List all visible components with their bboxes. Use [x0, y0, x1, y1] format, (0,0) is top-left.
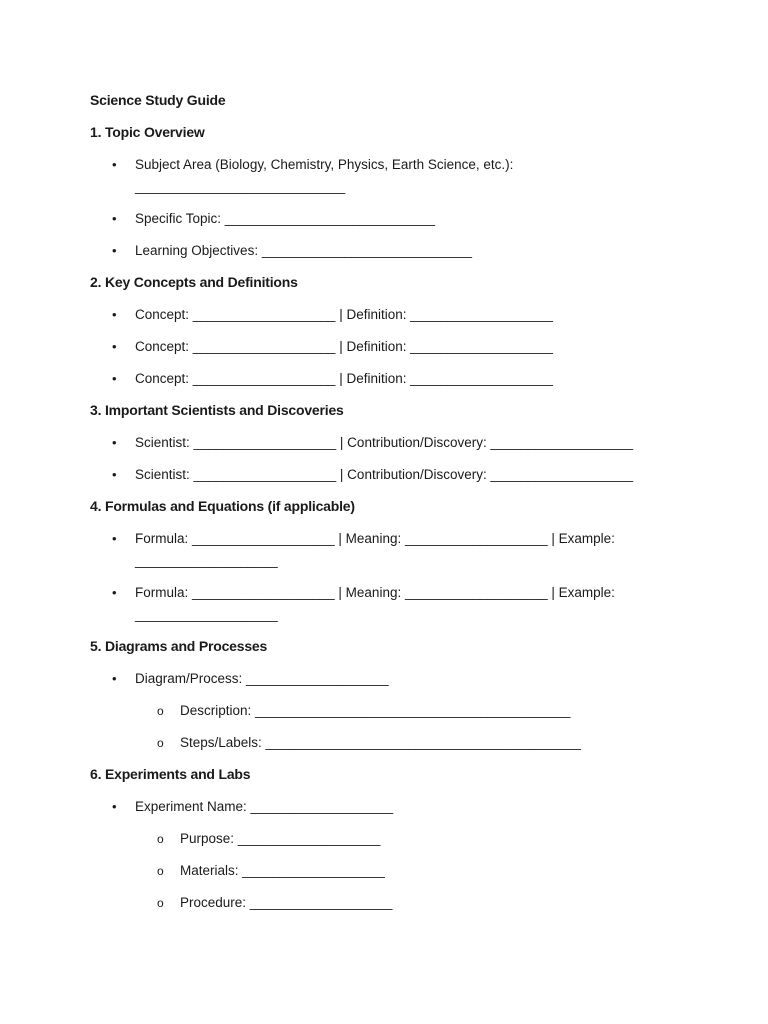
bullet-icon: •	[112, 307, 117, 322]
list-item	[90, 208, 690, 230]
bullet-icon: •	[112, 467, 117, 482]
list-item	[90, 528, 615, 572]
section-heading-key-concepts: 2. Key Concepts and Definitions	[90, 274, 298, 290]
list-item-text: Formula: ___________________ | Meaning: ___________________ | Example: ___________________	[135, 585, 615, 622]
list-item-text: Concept: ___________________ | Definition: ___________________	[135, 307, 553, 322]
list-item	[90, 336, 690, 358]
list-item	[90, 240, 690, 262]
hollow-bullet-icon: o	[157, 896, 164, 910]
list-item	[90, 582, 615, 626]
bullet-icon: •	[112, 799, 117, 814]
list-item	[90, 154, 530, 198]
list-item	[90, 304, 690, 326]
bullet-icon: •	[112, 585, 117, 600]
sub-list-item	[135, 860, 690, 882]
bullet-icon: •	[112, 211, 117, 226]
list-item-text: Scientist: ___________________ | Contribution/Discovery: ___________________	[135, 467, 634, 482]
list-item-text: Experiment Name: ___________________	[135, 799, 394, 814]
sub-list-item	[135, 892, 690, 914]
hollow-bullet-icon: o	[157, 704, 164, 718]
list-item-text: Concept: ___________________ | Definition: ___________________	[135, 371, 553, 386]
document-page	[90, 90, 690, 924]
hollow-bullet-icon: o	[157, 832, 164, 846]
bullet-icon: •	[112, 531, 117, 546]
section-heading-experiments: 6. Experiments and Labs	[90, 766, 251, 782]
bullet-icon: •	[112, 157, 117, 172]
hollow-bullet-icon: o	[157, 864, 164, 878]
list-item-text: Formula: ___________________ | Meaning: ___________________ | Example: ___________________	[135, 531, 615, 568]
list-item-text: Specific Topic: ____________________________	[135, 211, 436, 226]
bullet-icon: •	[112, 371, 117, 386]
section-heading-diagrams: 5. Diagrams and Processes	[90, 638, 268, 654]
section-heading-formulas: 4. Formulas and Equations (if applicable)	[90, 498, 355, 514]
sub-list-item-text: Purpose: ___________________	[180, 831, 381, 846]
bullet-icon: •	[112, 435, 117, 450]
list-item-text: Diagram/Process: ___________________	[135, 671, 389, 686]
experiments-list	[90, 796, 690, 914]
sub-list-item	[135, 700, 690, 722]
document-title: Science Study Guide	[90, 92, 226, 108]
list-item-text: Learning Objectives: ____________________________	[135, 243, 473, 258]
bullet-icon: •	[112, 339, 117, 354]
list-item	[90, 668, 690, 754]
list-item-text: Subject Area (Biology, Chemistry, Physics, Earth Science, etc.): ____________________________	[135, 157, 514, 194]
formulas-list	[90, 528, 690, 626]
list-item	[90, 432, 690, 454]
list-item	[90, 464, 690, 486]
sub-list-item-text: Procedure: ___________________	[180, 895, 393, 910]
sub-list-item-text: Materials: ___________________	[180, 863, 385, 878]
diagrams-list	[90, 668, 690, 754]
bullet-icon: •	[112, 671, 117, 686]
scientists-list	[90, 432, 690, 486]
key-concepts-list	[90, 304, 690, 390]
diagram-sub-list	[135, 700, 690, 754]
section-heading-topic-overview: 1. Topic Overview	[90, 124, 205, 140]
list-item-text: Scientist: ___________________ | Contribution/Discovery: ___________________	[135, 435, 634, 450]
experiment-sub-list	[135, 828, 690, 914]
hollow-bullet-icon: o	[157, 736, 164, 750]
sub-list-item-text: Description: __________________________________________	[180, 703, 571, 718]
list-item-text: Concept: ___________________ | Definition: ___________________	[135, 339, 553, 354]
sub-list-item-text: Steps/Labels: __________________________________________	[180, 735, 581, 750]
list-item	[90, 796, 690, 914]
topic-overview-list	[90, 154, 690, 262]
sub-list-item	[135, 732, 690, 754]
sub-list-item	[135, 828, 690, 850]
section-heading-scientists: 3. Important Scientists and Discoveries	[90, 402, 344, 418]
bullet-icon: •	[112, 243, 117, 258]
list-item	[90, 368, 690, 390]
